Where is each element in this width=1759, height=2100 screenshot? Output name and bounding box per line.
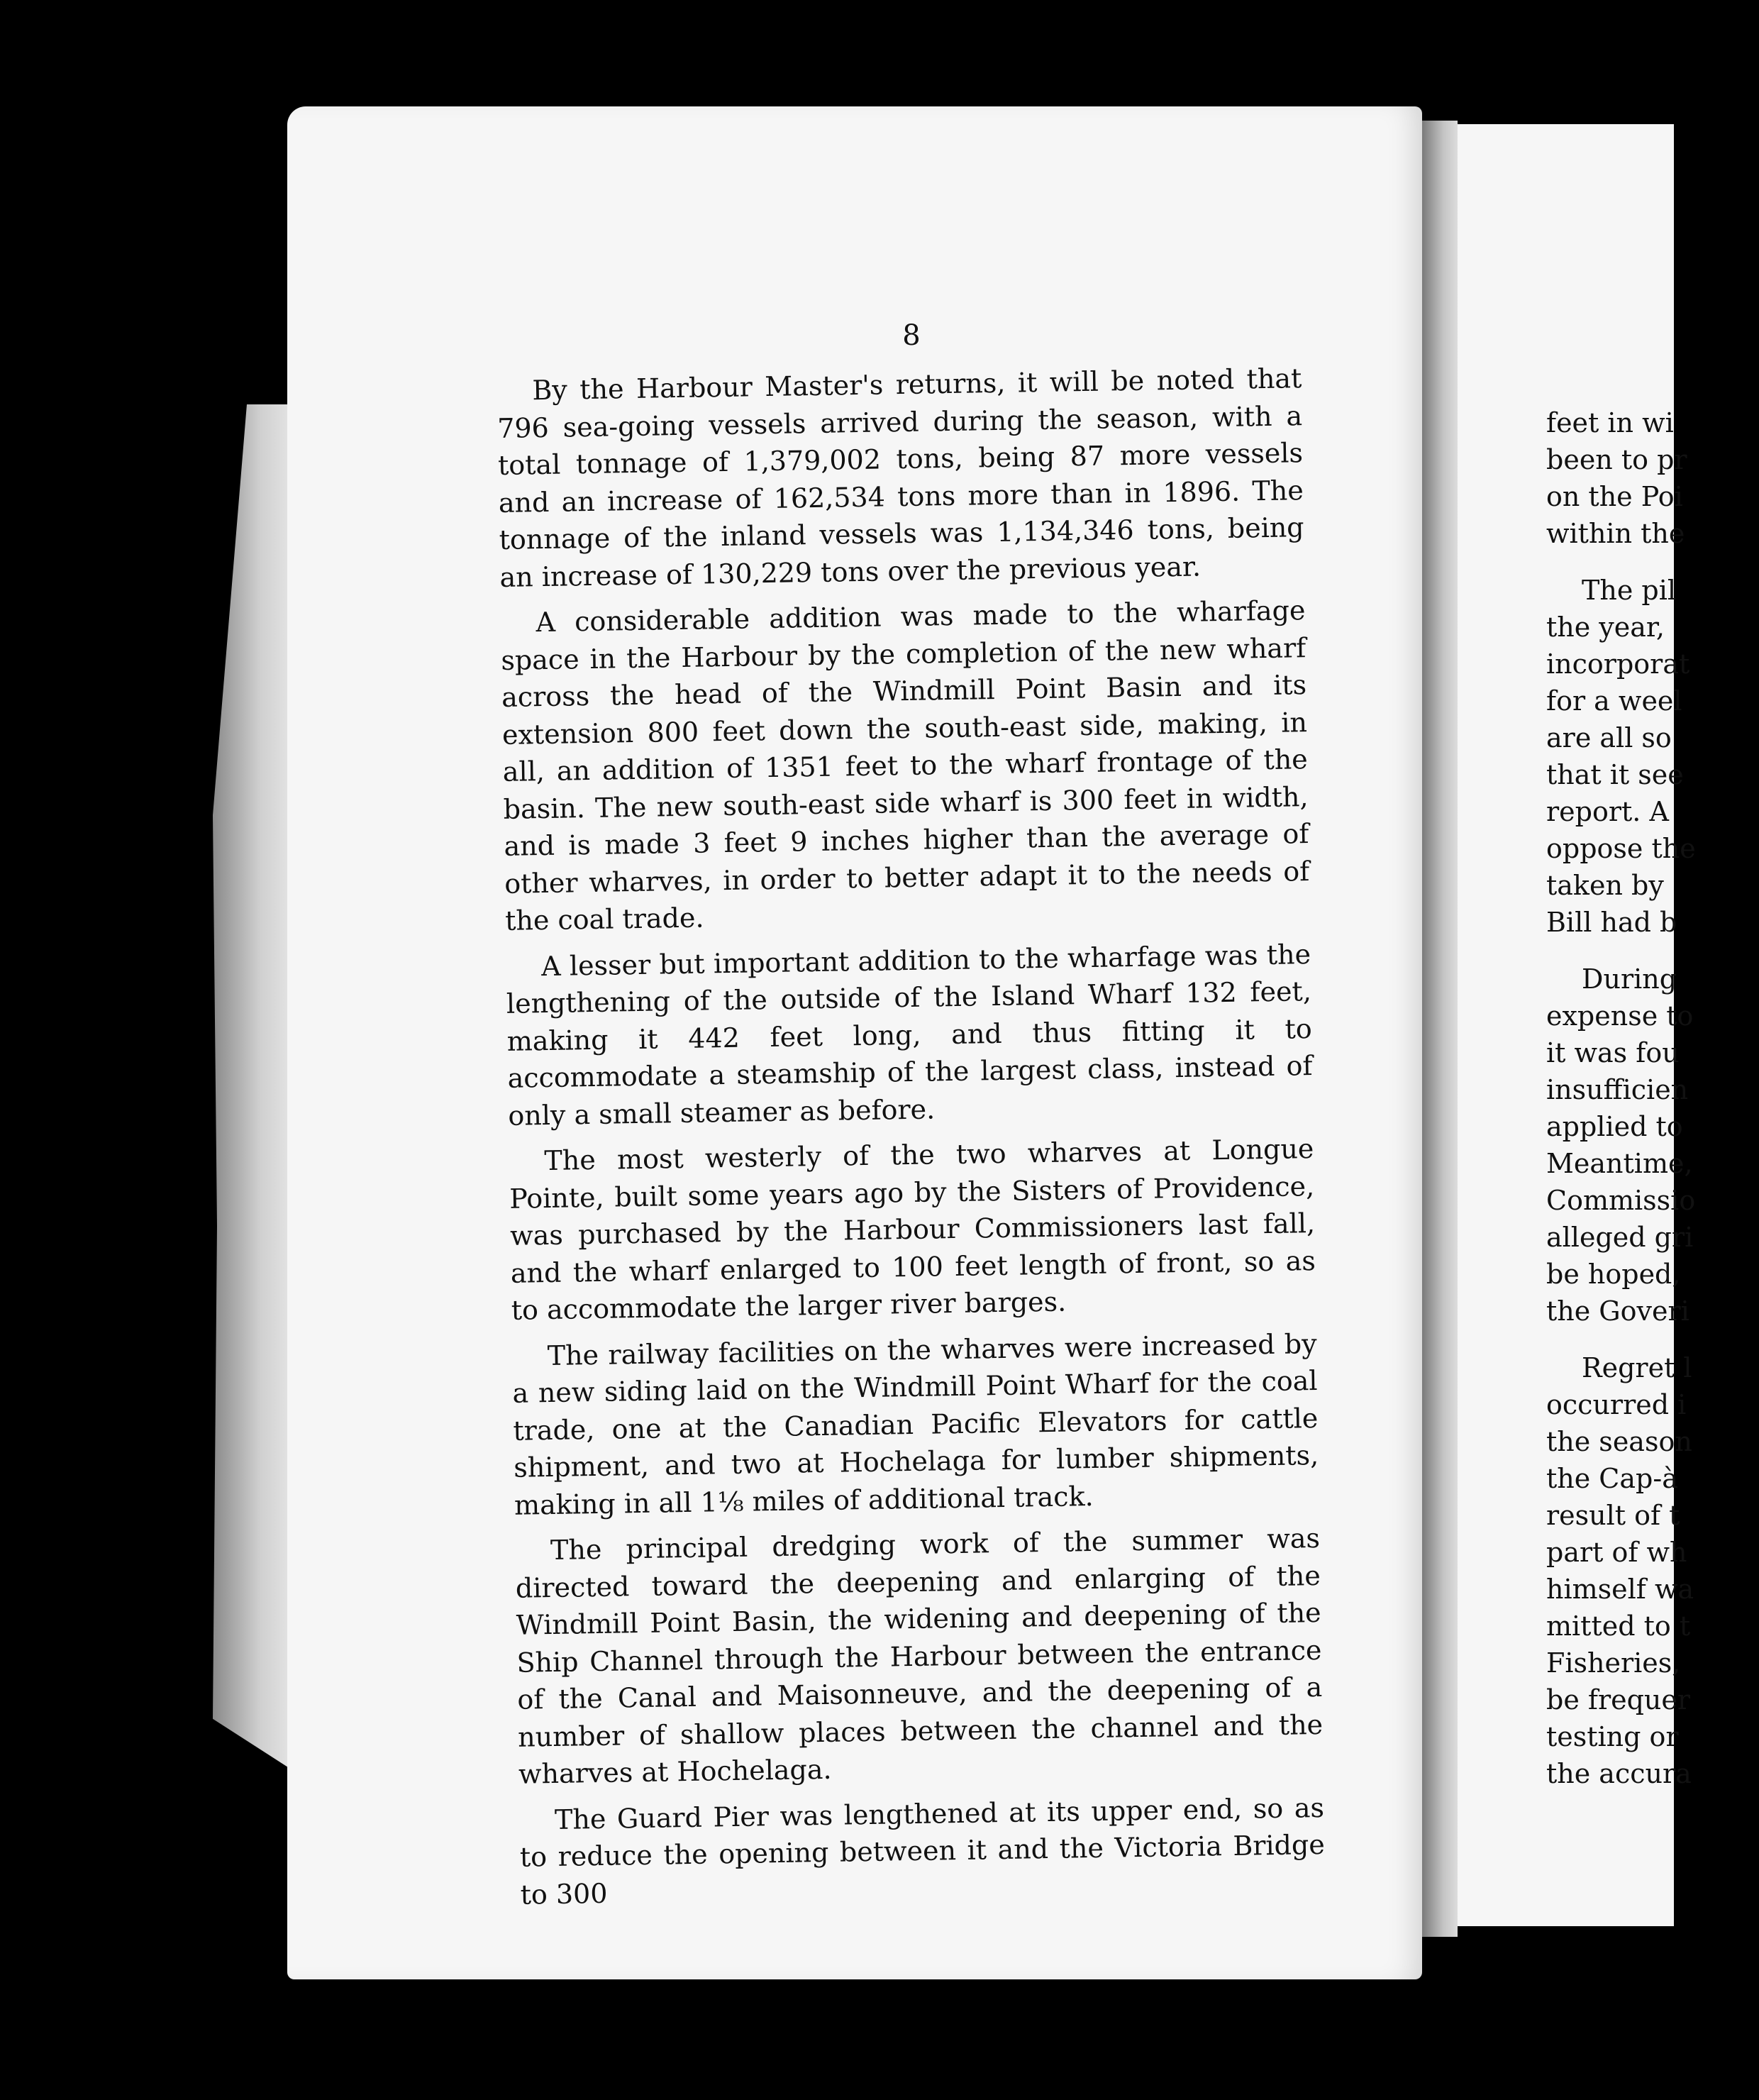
- right-page-line: occurred i: [1546, 1389, 1687, 1420]
- paragraph-dredging-work: The principal dredging work of the summer was directed toward the deepening and enlarging of the Windmill Point Basin, the widening and deepening of the Ship Channel through the Harbour between the entrance of the Canal and Maisonneuve, and the deepening of a number of shallow places between the channel and the wharves at Hochelaga.: [515, 1522, 1324, 1790]
- right-page-line: expense to: [1546, 1000, 1694, 1032]
- right-page-line: During: [1582, 963, 1677, 995]
- right-page-line: been to pr: [1546, 444, 1687, 475]
- right-page-line: taken by: [1546, 870, 1664, 901]
- right-page-line: be hoped,: [1546, 1259, 1681, 1290]
- right-page-text: [1546, 404, 1759, 1792]
- paragraph-guard-pier: The Guard Pier was lengthened at its upper end, so as to reduce the opening between it and the Victoria Bridge to 300: [519, 1791, 1326, 1911]
- right-page-line: within the: [1546, 518, 1685, 549]
- right-page-line: The pil: [1582, 575, 1677, 606]
- right-page-line: the accura: [1546, 1758, 1692, 1789]
- right-page-line: testing or: [1546, 1721, 1679, 1752]
- right-page-line: applied to: [1546, 1111, 1683, 1142]
- right-page-line: the season: [1546, 1426, 1692, 1457]
- right-page-line: report. A: [1546, 796, 1669, 827]
- right-page-line: oppose the: [1546, 833, 1696, 864]
- right-page-line: on the Poi: [1546, 481, 1683, 512]
- paragraph-wharfage-addition: A considerable addition was made to the wharfage space in the Harbour by the completion of the new wharf across the head of the Windmill Point Basin and its extension 800 feet down the south-east side, making, in all, an addition of 1351 feet to the wharf frontage of the basin. The new south-east side wharf is 300 feet in width, and is made 3 feet 9 inches higher than the average of other wharves, in order to better adapt it to the needs of the coal trade.: [501, 595, 1310, 936]
- right-page-paragraph-gap: [1546, 1330, 1759, 1349]
- right-page-paragraph-gap: [1546, 552, 1759, 572]
- right-page-line: feet in wi: [1546, 407, 1674, 438]
- right-page-line: alleged gri: [1546, 1222, 1694, 1253]
- right-page-line: mitted to t: [1546, 1610, 1691, 1642]
- page-number: 8: [902, 319, 921, 352]
- right-page-line: Commissio: [1546, 1185, 1696, 1216]
- right-page-line: that it see: [1546, 759, 1684, 790]
- right-page-line: be frequer: [1546, 1684, 1691, 1715]
- right-page-line: are all so: [1546, 722, 1672, 753]
- right-page-line: incorporat: [1546, 648, 1690, 680]
- right-page-text-clip: [1546, 404, 1696, 1823]
- paragraph-harbour-returns: By the Harbour Master's returns, it will be noted that 796 sea-going vessels arrived during the season, with a total tonnage of 1,379,002 tons, being 87 more vessels and an increase of 162,534 tons more than in 1896. The tonnage of the inland vessels was 1,134,346 tons, being an increase of 130,229 tons over the previous year.: [496, 363, 1304, 593]
- left-page-text: [496, 360, 1326, 1922]
- right-page-line: for a weel: [1546, 685, 1682, 717]
- right-page-line: result of t: [1546, 1500, 1680, 1531]
- paragraph-railway-facilities: The railway facilities on the wharves were increased by a new siding laid on the Windmill Point Wharf for the coal trade, one at the Canadian Pacific Elevators for cattle shipment, and two at Hochelaga for lumber shipments, making in all 1⅛ miles of additional track.: [512, 1327, 1319, 1521]
- right-page-line: Fisheries,: [1546, 1647, 1681, 1679]
- right-page-line: Regret l: [1582, 1352, 1692, 1383]
- right-page-paragraph-gap: [1546, 941, 1759, 961]
- right-page-line: it was fou: [1546, 1037, 1680, 1068]
- right-page-line: insufficien: [1546, 1074, 1689, 1105]
- right-page-line: part of wh: [1546, 1537, 1687, 1568]
- right-page-line: the Cap-à: [1546, 1463, 1678, 1494]
- book-gutter: [1422, 121, 1458, 1937]
- paragraph-longue-pointe: The most westerly of the two wharves at Longue Pointe, built some years ago by the Sisters of Providence, was purchased by the Harbour Commissioners last fall, and the wharf enlarged to 100 feet length of front, so as to accommodate the larger river barges.: [509, 1133, 1316, 1326]
- paragraph-island-wharf: A lesser but important addition to the wharfage was the lengthening of the outside of the Island Wharf 132 feet, making it 442 feet long, and thus fitting it to accommodate a steamship of the largest class, instead of only a small steamer as before.: [506, 938, 1313, 1132]
- right-page-line: the year,: [1546, 612, 1665, 643]
- right-page-line: the Goveri: [1546, 1295, 1689, 1327]
- right-page-line: Bill had b: [1546, 907, 1677, 938]
- page-edge-stack: [213, 404, 298, 1774]
- right-page-line: Meantime,: [1546, 1148, 1693, 1179]
- right-page-line: himself wa: [1546, 1574, 1694, 1605]
